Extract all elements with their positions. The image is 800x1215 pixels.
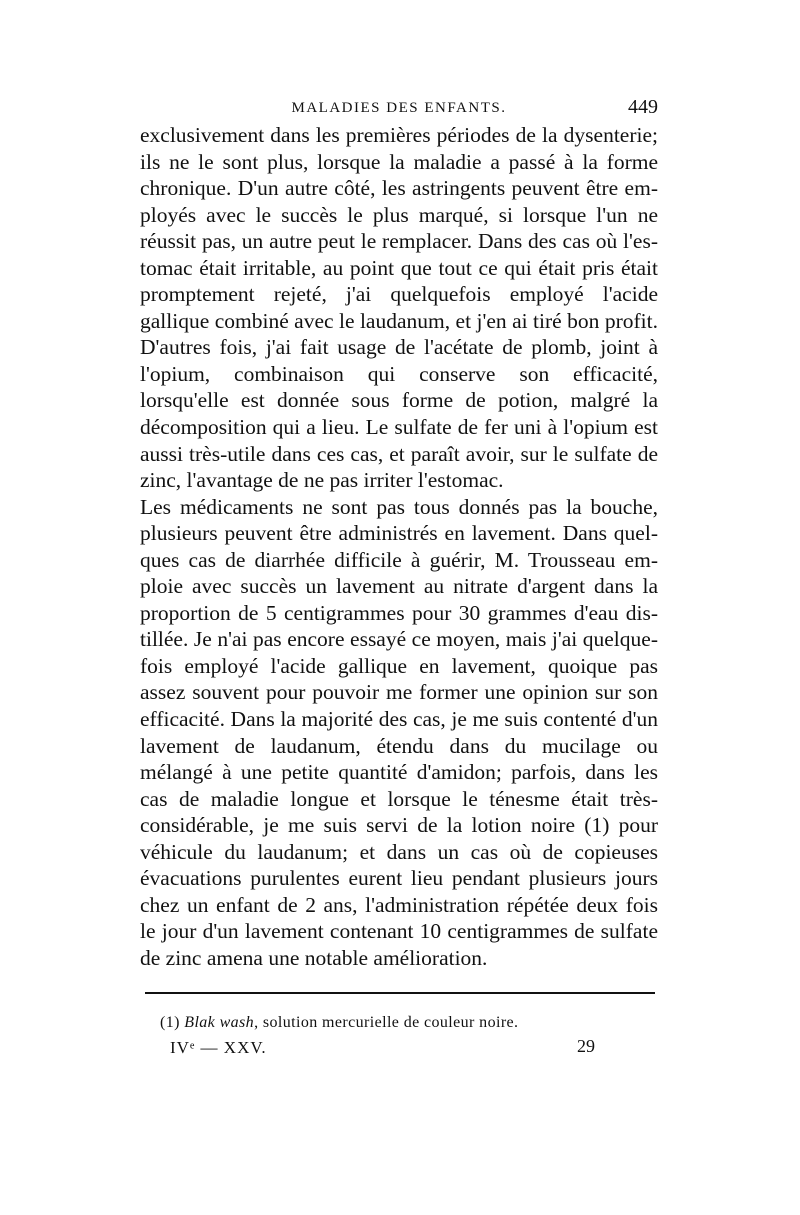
signature-number: 29 <box>577 1036 595 1056</box>
footnote-text: , solution mercurielle de couleur noire. <box>254 1014 519 1031</box>
paragraph: exclusivement dans les premières périodes de la dysenterie; ils ne le sont plus, lorsque la maladie a passé à la forme chronique. D'un autre côté, les astringents peuvent être employés avec le succès le plus marqué, si lorsque l'un ne réussit pas, un autre peut le remplacer. Dans des cas où l'estomac était irritable, au point que tout ce qui était pris était promptement rejeté, j'ai quelquefois employé l'acide gallique combiné avec le laudanum, et j'en ai tiré bon profit. D'autres fois, j'ai fait usage de l'acétate de plomb, joint à l'opium, combinaison qui conserve son efficacité, lorsqu'elle est donnée sous forme de potion, malgré la décomposition qui a lieu. Le sulfate de fer uni à l'opium est aussi très-utile dans ces cas, et paraît avoir, sur le sulfate de zinc, l'avantage de ne pas irriter l'estomac. <box>140 123 658 493</box>
page-number: 449 <box>628 96 658 118</box>
footnote-term: Blak wash <box>184 1014 255 1031</box>
signature-mark: IVᵉ — XXV. <box>170 1038 267 1057</box>
running-title: MALADIES DES ENFANTS. <box>291 100 507 116</box>
footnote-rule <box>145 992 655 994</box>
body-text <box>140 122 658 972</box>
paragraph: Les médicaments ne sont pas tous donnés pas la bouche, plusieurs peuvent être administrés en lavement. Dans quelques cas de diarrhée difficile à guérir, M. Trousseau emploie avec succès un lavement au nitrate d'argent dans la proportion de 5 centigrammes pour 30 grammes d'eau distillée. Je n'ai pas encore essayé ce moyen, mais j'ai quelquefois employé l'acide gallique en lavement, quoique pas assez souvent pour pouvoir me former une opinion sur son efficacité. Dans la majorité des cas, je me suis contenté d'un lavement de laudanum, étendu dans du mucilage ou mélangé à une petite quantité d'amidon; parfois, dans les cas de maladie longue et lorsque le ténesme était très-considérable, je me suis servi de la lotion noire (1) pour véhicule du laudanum; et dans un cas où de copieuses évacuations purulentes eurent lieu pendant plusieurs jours chez un enfant de 2 ans, l'administration répétée deux fois le jour d'un lavement contenant 10 centigrammes de sulfate de zinc amena une notable amélioration. <box>140 494 658 970</box>
running-head <box>140 96 658 122</box>
footnote-marker: (1) <box>160 1014 180 1031</box>
footnote <box>160 1014 660 1032</box>
